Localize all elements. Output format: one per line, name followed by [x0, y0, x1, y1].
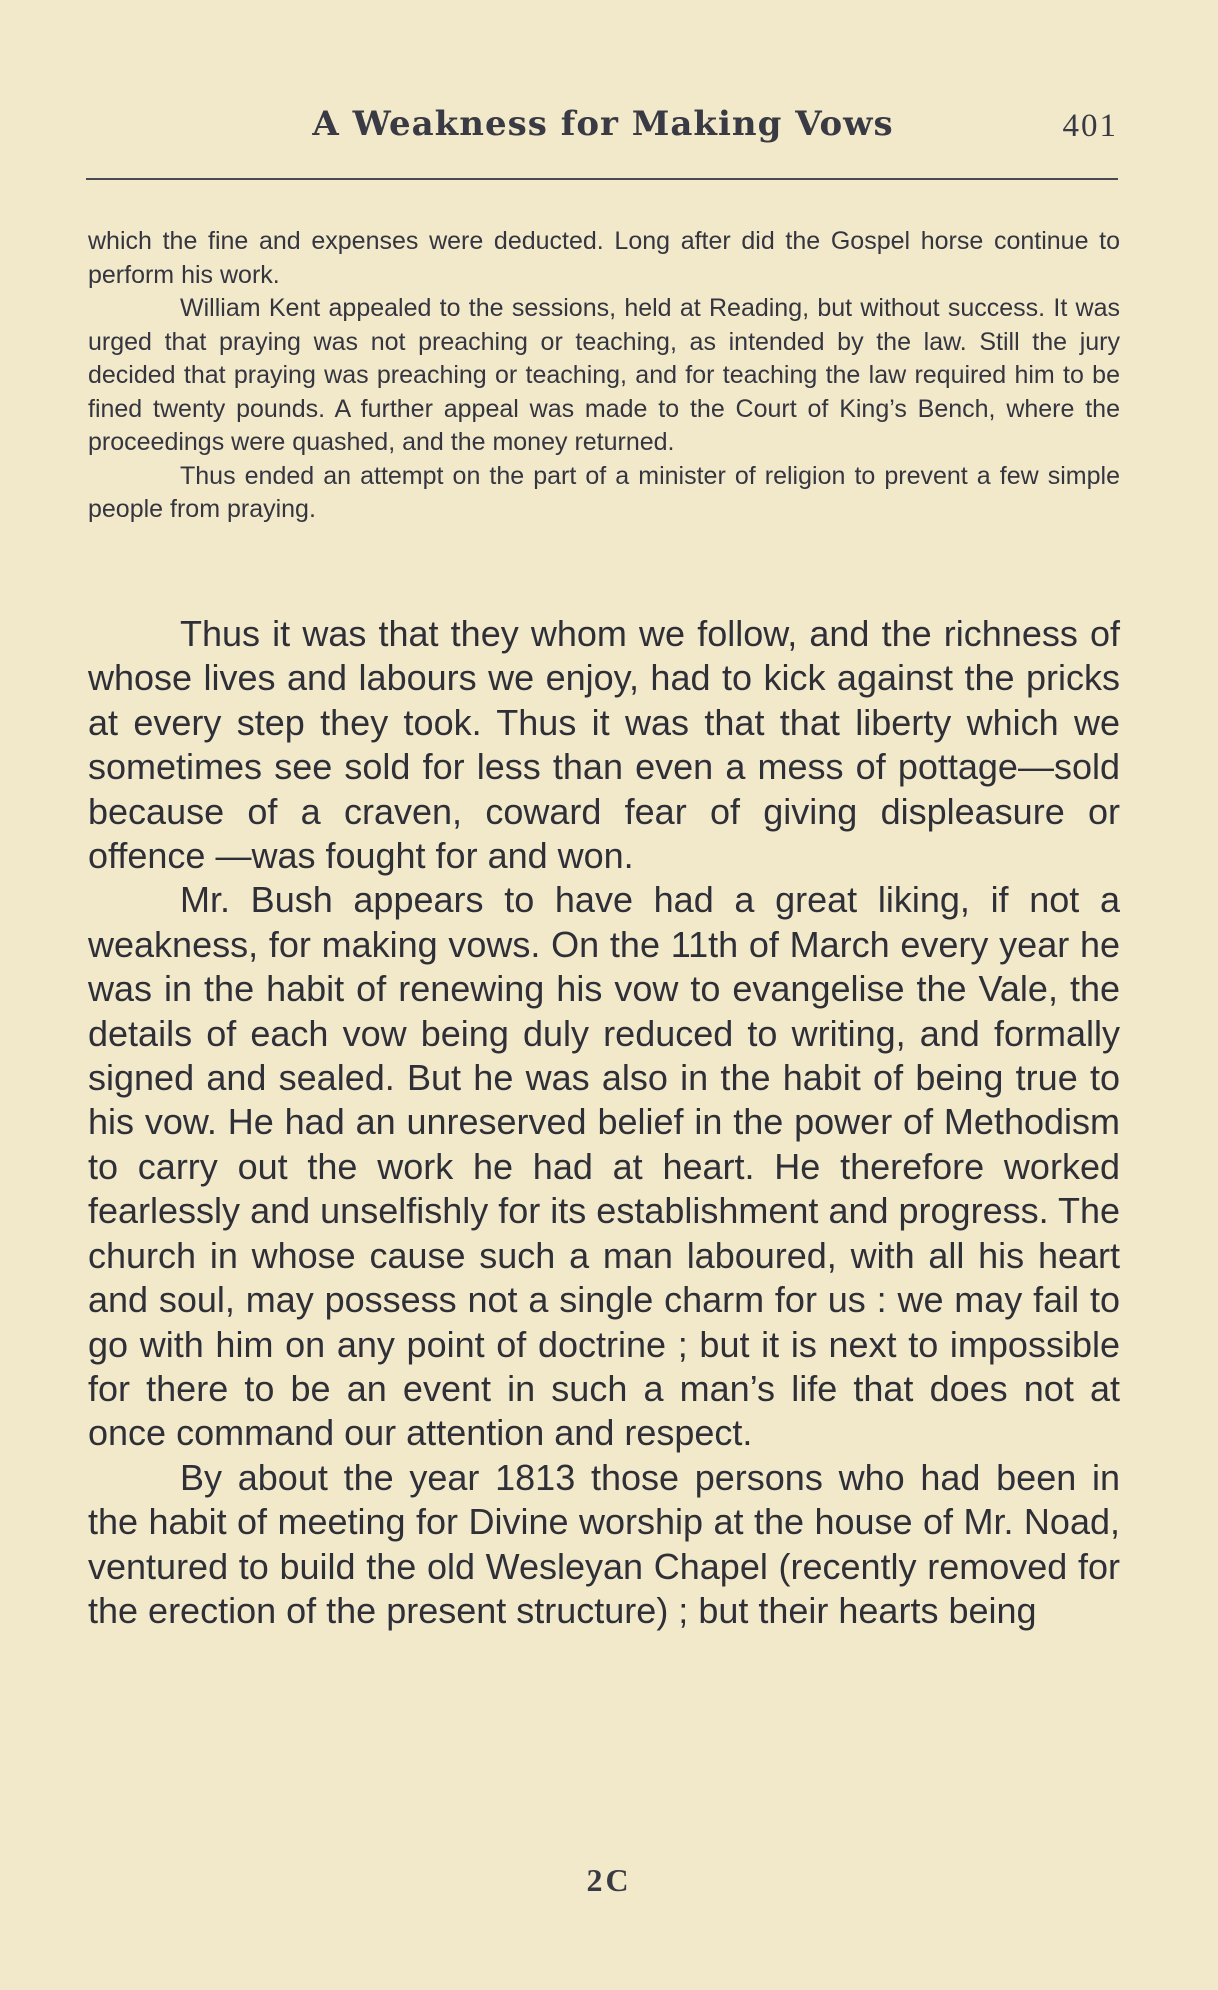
page-header [88, 104, 1118, 154]
footnote-paragraph: William Kent appealed to the sessions, held at Reading, but without success. It was urged that praying was not preaching or teaching, as intended by the law. Still the jury decided that praying was preaching or teaching, and for teaching the law required him to be fined twenty pounds. A further appeal was made to the Court of King’s Bench, where the proceedings were quashed, and the money returned. [88, 294, 1120, 456]
signature-mark: 2C [586, 1862, 632, 1898]
page-number: 401 [1062, 108, 1118, 144]
body-paragraph: Mr. Bush appears to have had a great liking, if not a weakness, for making vows. On the 11th of March every year he was in the habit of renewing his vow to evangelise the Vale, the details of each vow being duly reduced to writing, and formally signed and sealed. But he was also in the habit of being true to his vow. He had an unreserved belief in the power of Methodism to carry out the work he had at heart. He therefore worked fearlessly and unselfishly for its establishment and progress. The church in whose cause such a man laboured, with all his heart and soul, may possess not a single charm for us : we may fail to go with him on any point of doctrine ; but it is next to impossible for there to be an event in such a man’s life that does not at once command our attention and respect. [88, 879, 1120, 1454]
footnote-block [88, 225, 1120, 527]
running-title: A Weakness for Making Vows [312, 104, 894, 144]
body-paragraph: By about the year 1813 those persons who had been in the habit of meeting for Divine worship at the house of Mr. Noad, ventured to build the old Wesleyan Chapel (recently removed for the erection of the present structure) ; but their hearts being [88, 1456, 1120, 1631]
body-paragraph: Thus it was that they whom we follow, and the richness of whose lives and labours we enjoy, had to kick against the pricks at every step they took. Thus it was that that liberty which we sometimes see sold for less than even a mess of pottage—sold because of a craven, coward fear of giving displeasure or offence —was fought for and won. [88, 613, 1120, 877]
header-rule [86, 178, 1118, 180]
footnote-paragraph: Thus ended an attempt on the part of a minister of religion to prevent a few simple people from praying. [88, 461, 1120, 523]
footnote-paragraph: which the fine and expenses were deducted. Long after did the Gospel horse continue to perform his work. [88, 227, 1120, 289]
main-text [88, 612, 1120, 1633]
